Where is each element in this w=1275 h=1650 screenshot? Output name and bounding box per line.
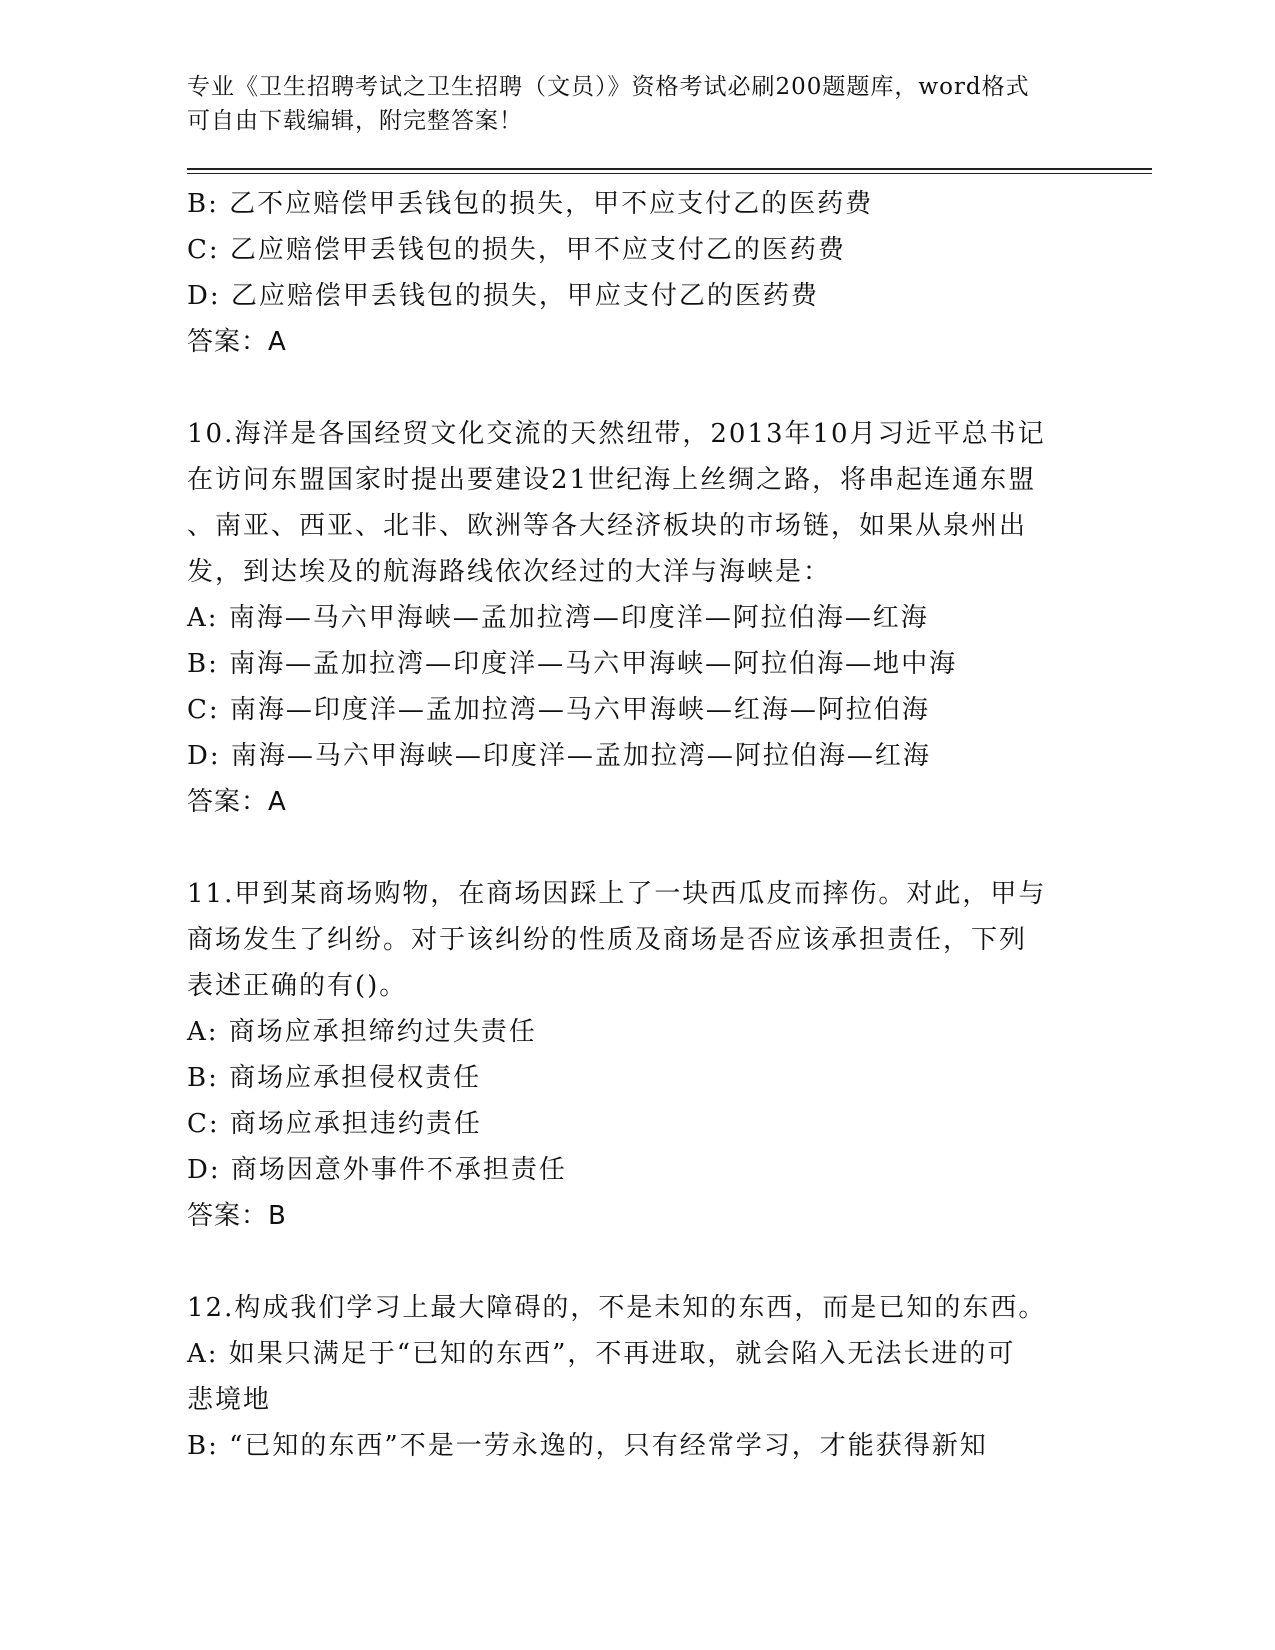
q9-option-c: C: 乙应赔偿甲丢钱包的损失，甲不应支付乙的医药费: [187, 235, 846, 265]
q11-option-a: A: 商场应承担缔约过失责任: [187, 1017, 537, 1047]
q11-stem-line: 11.甲到某商场购物，在商场因踩上了一块西瓜皮而摔伤。对此，甲与: [187, 879, 1047, 909]
question-9-tail: [187, 181, 1152, 365]
q9-option-d: D: 乙应赔偿甲丢钱包的损失，甲应支付乙的医药费: [187, 281, 819, 311]
q11-stem-line: 商场发生了纠纷。对于该纠纷的性质及商场是否应该承担责任，下列: [187, 925, 1028, 955]
q12-option-a-line: A: 如果只满足于“已知的东西”，不再进取，就会陷入无法长进的可: [187, 1339, 1016, 1369]
header-rule: [187, 168, 1152, 174]
q11-option-d: D: 商场因意外事件不承担责任: [187, 1155, 567, 1185]
q10-option-a: A: 南海—马六甲海峡—孟加拉湾—印度洋—阿拉伯海—红海: [187, 603, 929, 633]
q10-option-d: D: 南海—马六甲海峡—印度洋—孟加拉湾—阿拉伯海—红海: [187, 741, 931, 771]
q10-stem-line: 发，到达埃及的航海路线依次经过的大洋与海峡是：: [187, 557, 832, 587]
q12-stem: 12.构成我们学习上最大障碍的，不是未知的东西，而是已知的东西。: [187, 1293, 1047, 1323]
header-line-1: 专业《卫生招聘考试之卫生招聘（文员）》资格考试必刷200题题库，word格式: [187, 74, 1030, 100]
q11-option-b: B: 商场应承担侵权责任: [187, 1063, 482, 1093]
q11-answer: 答案：B: [187, 1201, 287, 1231]
q11-option-c: C: 商场应承担违约责任: [187, 1109, 482, 1139]
document-page: [187, 70, 1152, 1469]
document-header: [187, 70, 1152, 138]
q12-option-a-line: 悲境地: [187, 1385, 272, 1415]
question-12: [187, 1285, 1152, 1469]
q9-answer: 答案：A: [187, 327, 287, 357]
q10-option-b: B: 南海—孟加拉湾—印度洋—马六甲海峡—阿拉伯海—地中海: [187, 649, 958, 679]
question-11: [187, 871, 1152, 1239]
header-line-2: 可自由下载编辑，附完整答案！: [187, 108, 523, 134]
q10-stem-line: 、南亚、西亚、北非、欧洲等各大经济板块的市场链，如果从泉州出: [187, 511, 1028, 541]
q10-option-c: C: 南海—印度洋—孟加拉湾—马六甲海峡—红海—阿拉伯海: [187, 695, 930, 725]
q10-answer: 答案：A: [187, 787, 287, 817]
q10-stem-line: 10.海洋是各国经贸文化交流的天然纽带，2013年10月习近平总书记: [187, 419, 1046, 449]
q9-option-b: B: 乙不应赔偿甲丢钱包的损失，甲不应支付乙的医药费: [187, 189, 874, 219]
q10-stem-line: 在访问东盟国家时提出要建设21世纪海上丝绸之路，将串起连通东盟: [187, 465, 1037, 495]
question-10: [187, 411, 1152, 825]
q11-stem-line: 表述正确的有()。: [187, 971, 408, 1001]
q12-option-b: B: “已知的东西”不是一劳永逸的，只有经常学习，才能获得新知: [187, 1431, 988, 1461]
